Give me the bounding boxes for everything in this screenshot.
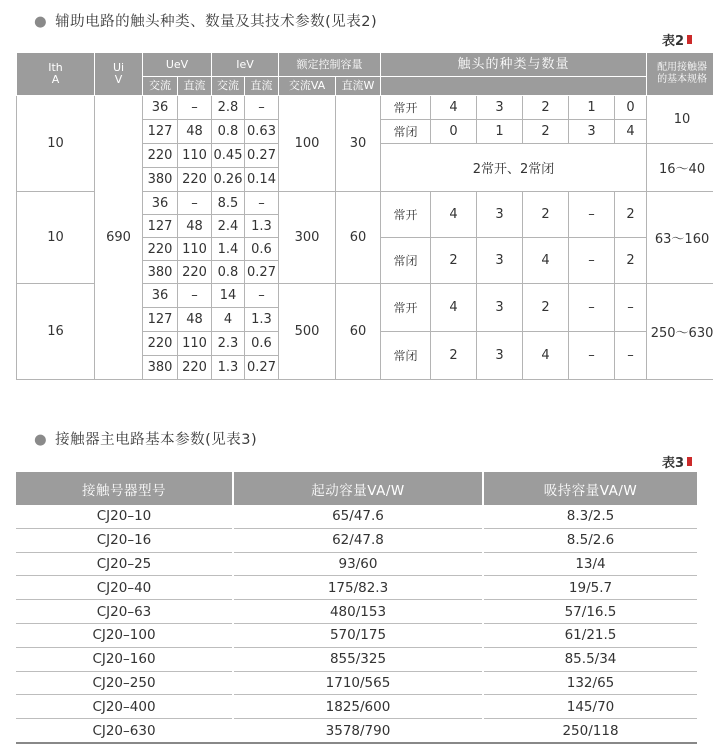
value-cell: 36 bbox=[143, 284, 178, 308]
contact-no-label: 常开 bbox=[381, 284, 431, 332]
value-cell: 1.3 bbox=[245, 308, 279, 332]
start-capacity-cell: 175/82.3 bbox=[233, 576, 483, 600]
header-ith bbox=[17, 53, 95, 96]
table-marker-icon bbox=[687, 35, 692, 44]
table2-tag bbox=[662, 30, 692, 49]
value-cell: 0.8 bbox=[212, 120, 245, 144]
contact-value: 3 bbox=[477, 192, 523, 238]
contact-value: 2 bbox=[431, 332, 477, 380]
contact-value: – bbox=[569, 284, 615, 332]
table-row bbox=[17, 96, 713, 120]
start-capacity-cell: 3578/790 bbox=[233, 719, 483, 743]
spec-cell: 16～40 bbox=[647, 144, 713, 192]
spec-cell: 250～630 bbox=[647, 284, 713, 380]
value-cell: 110 bbox=[178, 332, 212, 356]
header-iev-dc: 直流 bbox=[245, 77, 279, 96]
hold-capacity-cell: 19/5.7 bbox=[483, 576, 697, 600]
table2-tag-text: 表2 bbox=[662, 34, 685, 49]
value-cell: 380 bbox=[143, 261, 178, 284]
value-cell: 0.8 bbox=[212, 261, 245, 284]
header-spec-l1: 配用接触器 bbox=[657, 62, 708, 73]
contact-value: – bbox=[569, 238, 615, 284]
value-cell: 0.6 bbox=[245, 238, 279, 261]
header-dc-w: 直流W bbox=[336, 77, 381, 96]
header-ith-unit: A bbox=[51, 73, 60, 86]
contact-value: 3 bbox=[477, 332, 523, 380]
header-iev-ac: 交流 bbox=[212, 77, 245, 96]
value-cell: 0.63 bbox=[245, 120, 279, 144]
model-cell: CJ20–160 bbox=[16, 647, 233, 671]
value-cell: – bbox=[178, 192, 212, 215]
hold-capacity-cell: 61/21.5 bbox=[483, 623, 697, 647]
model-cell: CJ20–100 bbox=[16, 623, 233, 647]
table3-tag bbox=[662, 452, 692, 471]
value-cell: 220 bbox=[178, 168, 212, 192]
value-cell: 0.14 bbox=[245, 168, 279, 192]
value-cell: 127 bbox=[143, 308, 178, 332]
value-cell: 48 bbox=[178, 215, 212, 238]
w-cell: 60 bbox=[336, 284, 381, 380]
header-start-capacity: 起动容量VA/W bbox=[233, 472, 483, 505]
hold-capacity-cell: 132/65 bbox=[483, 671, 697, 695]
hold-capacity-cell: 250/118 bbox=[483, 719, 697, 743]
value-cell: – bbox=[245, 192, 279, 215]
model-cell: CJ20–63 bbox=[16, 600, 233, 624]
bullet-icon: ● bbox=[34, 432, 48, 448]
value-cell: 1.4 bbox=[212, 238, 245, 261]
header-uev-ac: 交流 bbox=[143, 77, 178, 96]
start-capacity-cell: 480/153 bbox=[233, 600, 483, 624]
contact-nc-label: 常闭 bbox=[381, 120, 431, 144]
spec-cell: 10 bbox=[647, 96, 713, 144]
model-cell: CJ20–16 bbox=[16, 528, 233, 552]
hold-capacity-cell: 145/70 bbox=[483, 695, 697, 719]
header-ui-unit: V bbox=[114, 73, 123, 86]
spec-cell: 63～160 bbox=[647, 192, 713, 284]
model-cell: CJ20–630 bbox=[16, 719, 233, 743]
table-row bbox=[16, 600, 697, 624]
value-cell: 110 bbox=[178, 238, 212, 261]
value-cell: 2.8 bbox=[212, 96, 245, 120]
header-uev-dc: 直流 bbox=[178, 77, 212, 96]
contact-value: 4 bbox=[615, 120, 647, 144]
header-spec bbox=[647, 53, 713, 96]
contact-no-label: 常开 bbox=[381, 192, 431, 238]
value-cell: 2.4 bbox=[212, 215, 245, 238]
value-cell: 48 bbox=[178, 308, 212, 332]
contact-value: 3 bbox=[477, 284, 523, 332]
value-cell: 0.27 bbox=[245, 261, 279, 284]
header-ui bbox=[95, 53, 143, 96]
header-ui-text: Ui bbox=[112, 61, 125, 74]
value-cell: 1.3 bbox=[212, 356, 245, 380]
contact-value: 4 bbox=[523, 238, 569, 284]
contact-value: 4 bbox=[523, 332, 569, 380]
header-ac-va: 交流VA bbox=[279, 77, 336, 96]
contact-value: 2 bbox=[523, 192, 569, 238]
value-cell: 0.27 bbox=[245, 144, 279, 168]
value-cell: 220 bbox=[143, 144, 178, 168]
contact-nc-label: 常闭 bbox=[381, 332, 431, 380]
table-row bbox=[16, 623, 697, 647]
value-cell: 110 bbox=[178, 144, 212, 168]
start-capacity-cell: 62/47.8 bbox=[233, 528, 483, 552]
start-capacity-cell: 93/60 bbox=[233, 552, 483, 576]
value-cell: 0.26 bbox=[212, 168, 245, 192]
value-cell: 220 bbox=[178, 356, 212, 380]
table-row bbox=[16, 552, 697, 576]
ith-cell: 10 bbox=[17, 96, 95, 192]
value-cell: – bbox=[178, 96, 212, 120]
contact-value: 3 bbox=[477, 238, 523, 284]
header-ith-text: Ith bbox=[48, 61, 63, 74]
header-hold-capacity: 吸持容量VA/W bbox=[483, 472, 697, 505]
table3-tag-text: 表3 bbox=[662, 456, 685, 471]
contact-value: 0 bbox=[615, 96, 647, 120]
section3-title-text: 接触器主电路基本参数(见表3) bbox=[55, 432, 258, 448]
w-cell: 60 bbox=[336, 192, 381, 284]
value-cell: 2.3 bbox=[212, 332, 245, 356]
value-cell: – bbox=[245, 284, 279, 308]
value-cell: 0.27 bbox=[245, 356, 279, 380]
contact-value: 4 bbox=[431, 96, 477, 120]
contact-value: 2 bbox=[523, 120, 569, 144]
header-contacts-blank bbox=[381, 77, 647, 96]
bullet-icon: ● bbox=[34, 14, 48, 30]
va-cell: 300 bbox=[279, 192, 336, 284]
contact-value: 2 bbox=[615, 238, 647, 284]
contact-value: – bbox=[615, 332, 647, 380]
ith-cell: 16 bbox=[17, 284, 95, 380]
contact-value: 4 bbox=[431, 284, 477, 332]
main-circuit-table-body bbox=[16, 505, 697, 743]
contact-value: 2 bbox=[523, 284, 569, 332]
value-cell: 8.5 bbox=[212, 192, 245, 215]
value-cell: – bbox=[245, 96, 279, 120]
va-cell: 100 bbox=[279, 96, 336, 192]
table-row bbox=[16, 671, 697, 695]
value-cell: 48 bbox=[178, 120, 212, 144]
contact-value: – bbox=[615, 284, 647, 332]
contact-value: – bbox=[569, 192, 615, 238]
contact-value: 3 bbox=[477, 96, 523, 120]
table-row bbox=[16, 528, 697, 552]
hold-capacity-cell: 13/4 bbox=[483, 552, 697, 576]
header-contacts: 触头的种类与数量 bbox=[381, 53, 647, 77]
ith-cell: 10 bbox=[17, 192, 95, 284]
header-rated: 额定控制容量 bbox=[279, 53, 381, 77]
section2-title-text: 辅助电路的触头种类、数量及其技术参数(见表2) bbox=[55, 14, 378, 30]
contact-value: 1 bbox=[569, 96, 615, 120]
contact-nc-label: 常闭 bbox=[381, 238, 431, 284]
contact-value: 1 bbox=[477, 120, 523, 144]
value-cell: – bbox=[178, 284, 212, 308]
header-spec-l2: 的基本规格 bbox=[657, 74, 708, 85]
start-capacity-cell: 65/47.6 bbox=[233, 505, 483, 528]
value-cell: 220 bbox=[143, 332, 178, 356]
table-marker-icon bbox=[687, 457, 692, 466]
value-cell: 1.3 bbox=[245, 215, 279, 238]
hold-capacity-cell: 85.5/34 bbox=[483, 647, 697, 671]
contact-value: 2 bbox=[431, 238, 477, 284]
value-cell: 36 bbox=[143, 96, 178, 120]
value-cell: 4 bbox=[212, 308, 245, 332]
table-row bbox=[16, 505, 697, 528]
hold-capacity-cell: 8.3/2.5 bbox=[483, 505, 697, 528]
start-capacity-cell: 1710/565 bbox=[233, 671, 483, 695]
value-cell: 36 bbox=[143, 192, 178, 215]
value-cell: 0.45 bbox=[212, 144, 245, 168]
model-cell: CJ20–10 bbox=[16, 505, 233, 528]
table-row bbox=[16, 576, 697, 600]
model-cell: CJ20–400 bbox=[16, 695, 233, 719]
section3-title bbox=[34, 428, 257, 449]
contact-value: 2 bbox=[523, 96, 569, 120]
table-row bbox=[16, 695, 697, 719]
va-cell: 500 bbox=[279, 284, 336, 380]
hold-capacity-cell: 8.5/2.6 bbox=[483, 528, 697, 552]
start-capacity-cell: 570/175 bbox=[233, 623, 483, 647]
start-capacity-cell: 855/325 bbox=[233, 647, 483, 671]
contact-value: 4 bbox=[431, 192, 477, 238]
section2-title bbox=[34, 10, 377, 31]
w-cell: 30 bbox=[336, 96, 381, 192]
value-cell: 220 bbox=[178, 261, 212, 284]
value-cell: 127 bbox=[143, 120, 178, 144]
contact-value: 2 bbox=[615, 192, 647, 238]
start-capacity-cell: 1825/600 bbox=[233, 695, 483, 719]
contact-value: 3 bbox=[569, 120, 615, 144]
value-cell: 14 bbox=[212, 284, 245, 308]
value-cell: 380 bbox=[143, 356, 178, 380]
contact-value: – bbox=[569, 332, 615, 380]
value-cell: 0.6 bbox=[245, 332, 279, 356]
model-cell: CJ20–40 bbox=[16, 576, 233, 600]
contact-value: 0 bbox=[431, 120, 477, 144]
model-cell: CJ20–250 bbox=[16, 671, 233, 695]
contact-no-label: 常开 bbox=[381, 96, 431, 120]
value-cell: 380 bbox=[143, 168, 178, 192]
model-cell: CJ20–25 bbox=[16, 552, 233, 576]
header-iev: IeV bbox=[212, 53, 279, 77]
header-model: 接触号器型号 bbox=[16, 472, 233, 505]
header-uev: UeV bbox=[143, 53, 212, 77]
table-row bbox=[16, 647, 697, 671]
value-cell: 127 bbox=[143, 215, 178, 238]
ui-cell: 690 bbox=[95, 96, 143, 380]
table-row bbox=[16, 719, 697, 743]
aux-contact-table bbox=[16, 52, 713, 380]
combo-cell: 2常开、2常闭 bbox=[381, 144, 647, 192]
hold-capacity-cell: 57/16.5 bbox=[483, 600, 697, 624]
value-cell: 220 bbox=[143, 238, 178, 261]
main-circuit-table bbox=[16, 472, 697, 744]
